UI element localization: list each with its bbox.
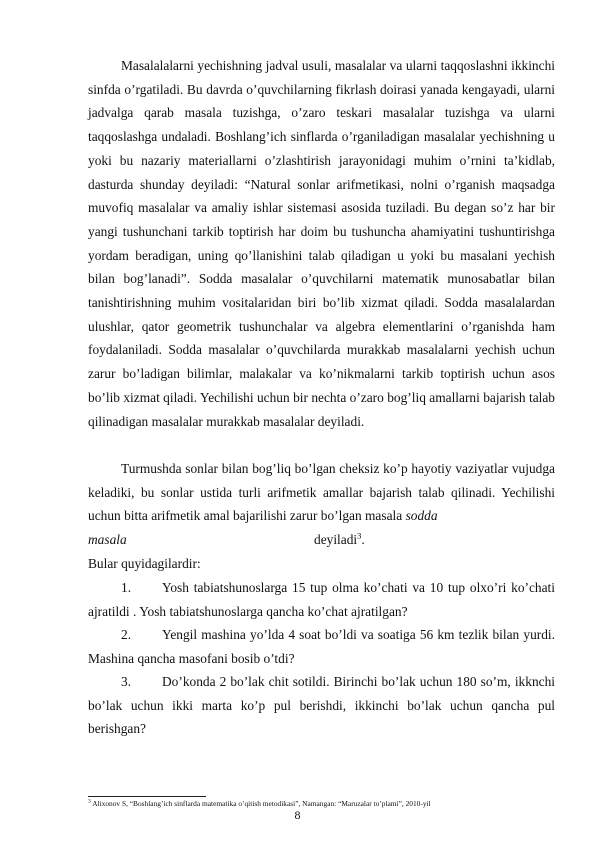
paragraph-2-text: Turmushda sonlar bilan bog’liq bo’lgan cheksiz ko’p hayotiy vaziyatlar vujudga keladiki, bu sonlar ustida turli arifmetik amallar bajarish talab qilinadi. Yechilishi uchun bitta arifmetik amal bajarilishi zarur bo’lgan masala bbox=[88, 461, 555, 524]
list-item-1 bbox=[88, 576, 555, 623]
deyiladi-word: deyiladi$^3$. bbox=[314, 530, 365, 548]
term-sodda: sodda bbox=[405, 508, 438, 524]
paragraph-2 bbox=[88, 457, 555, 552]
list-item-text: Do’konda 2 bo’lak chit sotildi. Birinchi bo’lak uchun 180 so’m, ikknchi bo’lak uchun ikki marta ko’p pul berishdi, ikkinchi bo’lak uchun qancha pul berishgan? bbox=[88, 674, 555, 737]
footnote-text: Alixonov S, “Boshlang’ich sinflarda matematika o’qitish metodikasi”, Namangan: “Maruzalar to’plami”, 2010-yil bbox=[90, 799, 431, 808]
list-item-text: Yosh tabiatshunoslarga 15 tup olma ko’chati va 10 tup olxo’ri ko’chati ajratildi . Yosh tabiatshunoslarga qancha ko’chat ajratilgan? bbox=[88, 580, 555, 619]
footnote-mark: 3 bbox=[88, 798, 91, 805]
page-number: 8 bbox=[294, 808, 301, 822]
footnote-divider bbox=[88, 796, 206, 797]
list-intro: Bular quyidagilardir: bbox=[88, 556, 201, 571]
list-item-text: Yengil mashina yo’lda 4 soat bo’ldi va soatiga 56 km tezlik bilan yurdi. Mashina qancha masofani bosib o’tdi? bbox=[88, 627, 555, 666]
list-item-number: 3. bbox=[121, 674, 132, 689]
paragraph-1: Masalalalarni yechishning jadval usuli, masalalar va ularni taqqoslashni ikkinchi sinfda o’rgatiladi. Bu davrda o’quvchilarning fikrlash doirasi yanada kengayadi, ularni jadvalga qarab masala tuzishga, o’zaro teskari masalalar tuzishga va ularni taqqoslashga undaladi. Boshlang’ich sinflarda o’rganiladigan masalalar yechishning u yoki bu nazariy materiallarni o’zlashtirish jarayonidagi muhim o’rnini ta’kidlab, dasturda shunday deyiladi: “Natural sonlar arifmetikasi, nolni o’rganish maqsadga muvofiq masalalar va amaliy ishlar sistemasi asosida tuziladi. Bu degan so’z har bir yangi tushunchani tarkib toptirish har doim bu tushuncha ahamiyatini tushuntirishga yordam beradigan, uning qo’llanishini talab qiladigan u yoki bu masalani yechish bilan bog’lanadi”. Sodda masalalar o’quvchilarni matematik munosabatlar bilan tanishtirishning muhim vositalaridan biri bo’lib xizmat qiladi. Sodda masalalardan ulushlar, qator geometrik tushunchalar va algebra elementlarini o’rganishda ham foydalaniladi. Sodda masalalar o’quvchilarda murakkab masalalarni yechish uchun zarur bo’ladigan bilimlar, malakalar va ko’nikmalarni tarkib toptirish uchun asos bo’lib xizmat qiladi. Yechilishi uchun bir nechta o’zaro bog’liq amallarni bajarish talab qilinadigan masalalar murakkab masalalar deyiladi. bbox=[88, 58, 555, 429]
list-item-number: 2. bbox=[121, 627, 132, 642]
term-line bbox=[88, 528, 555, 552]
list-item-2 bbox=[88, 623, 555, 670]
list-item-number: 1. bbox=[121, 580, 132, 595]
list-item-3 bbox=[88, 670, 555, 741]
term-masala: masala bbox=[88, 532, 127, 548]
footnote-ref: 3 bbox=[357, 530, 362, 541]
